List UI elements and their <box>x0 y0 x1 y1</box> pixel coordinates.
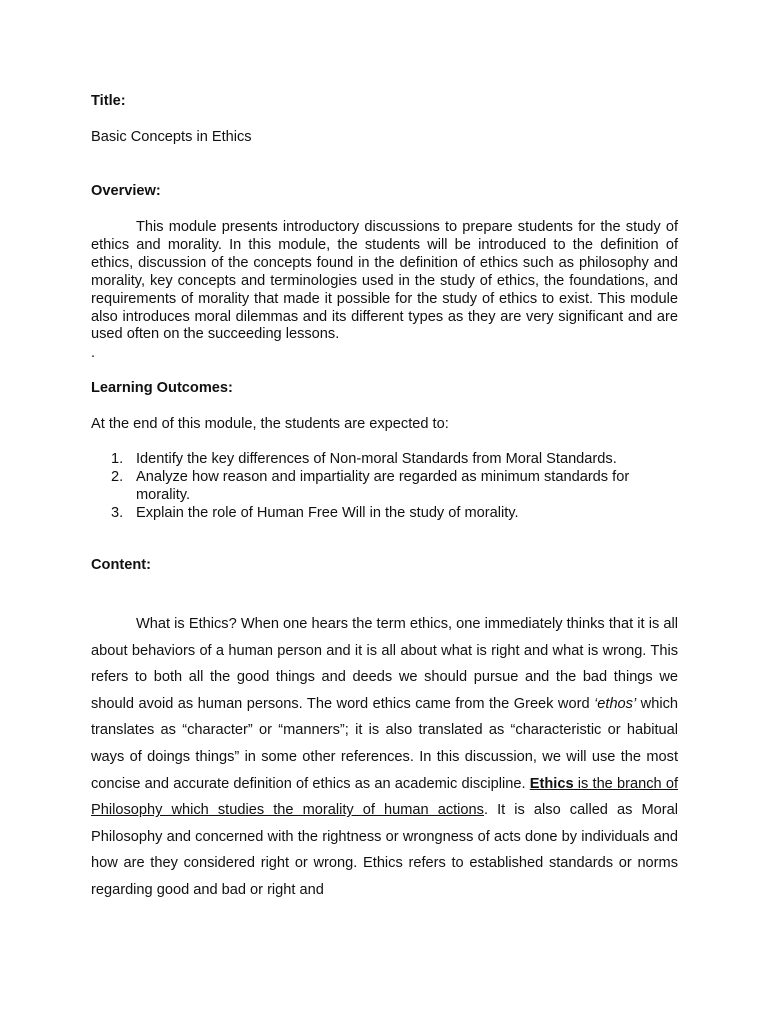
content-text-part2: which translates as “character” or “manners”; it is also translated as “characteristic or habitual ways of doings things” in some other references. In this discussion, we will use the most concise and accurate definition of ethics as an academic discipline. <box>91 695 678 792</box>
learning-outcomes-list <box>91 451 678 523</box>
content-text-part1: What is Ethics? When one hears the term ethics, one immediately thinks that it is all about behaviors of a human person and it is all about what is right and what is wrong. This refers to both all the good things and deeds we should pursue and the bad things we should avoid as human persons. The word ethics came from the Greek word <box>91 616 678 712</box>
list-item-number: 1. <box>111 451 124 467</box>
list-item-text: Identify the key differences of Non-moral Standards from Moral Standards. <box>136 451 617 467</box>
learning-outcomes-heading: Learning Outcomes: <box>91 380 233 396</box>
list-item-number: 3. <box>111 504 124 521</box>
content-paragraph <box>91 611 678 904</box>
list-item <box>91 451 678 469</box>
list-item-text: Explain the role of Human Free Will in the study of morality. <box>136 504 519 521</box>
overview-heading: Overview: <box>91 183 161 199</box>
overview-trailing-mark: . <box>91 345 96 361</box>
content-text-part3: . It is also called as Moral Philosophy and concerned with the rightness or wrongness of acts done by individuals and how are they considered right or wrong. Ethics refers to established standards or norms regarding good and bad or right and <box>91 802 679 898</box>
list-item-text: Analyze how reason and impartiality are regarded as minimum standards for morality. <box>136 468 630 503</box>
module-title: Basic Concepts in Ethics <box>91 129 252 145</box>
learning-outcomes-intro: At the end of this module, the students are expected to: <box>91 416 449 432</box>
content-heading: Content: <box>91 557 151 573</box>
list-item <box>91 469 678 505</box>
list-item <box>91 505 678 523</box>
title-heading: Title: <box>91 93 126 109</box>
ethics-definition-term: Ethics <box>529 775 574 792</box>
list-item-number: 2. <box>111 468 124 485</box>
ethics-definition: is the branch of Philosophy which studies the morality of human actions <box>91 775 679 819</box>
overview-paragraph: This module presents introductory discussions to prepare students for the study of ethics and morality. In this module, the students will be introduced to the definition of ethics, discussion of the concepts found in the definition of ethics such as philosophy and morality, key concepts and terminologies used in the study of ethics, the foundations, and requirements of morality that made it possible for the study of ethics to exist. This module also introduces moral dilemmas and its different types as they are very significant and are used often on the succeeding lessons. <box>91 219 678 343</box>
ethos-term: ‘ethos’ <box>594 695 637 712</box>
